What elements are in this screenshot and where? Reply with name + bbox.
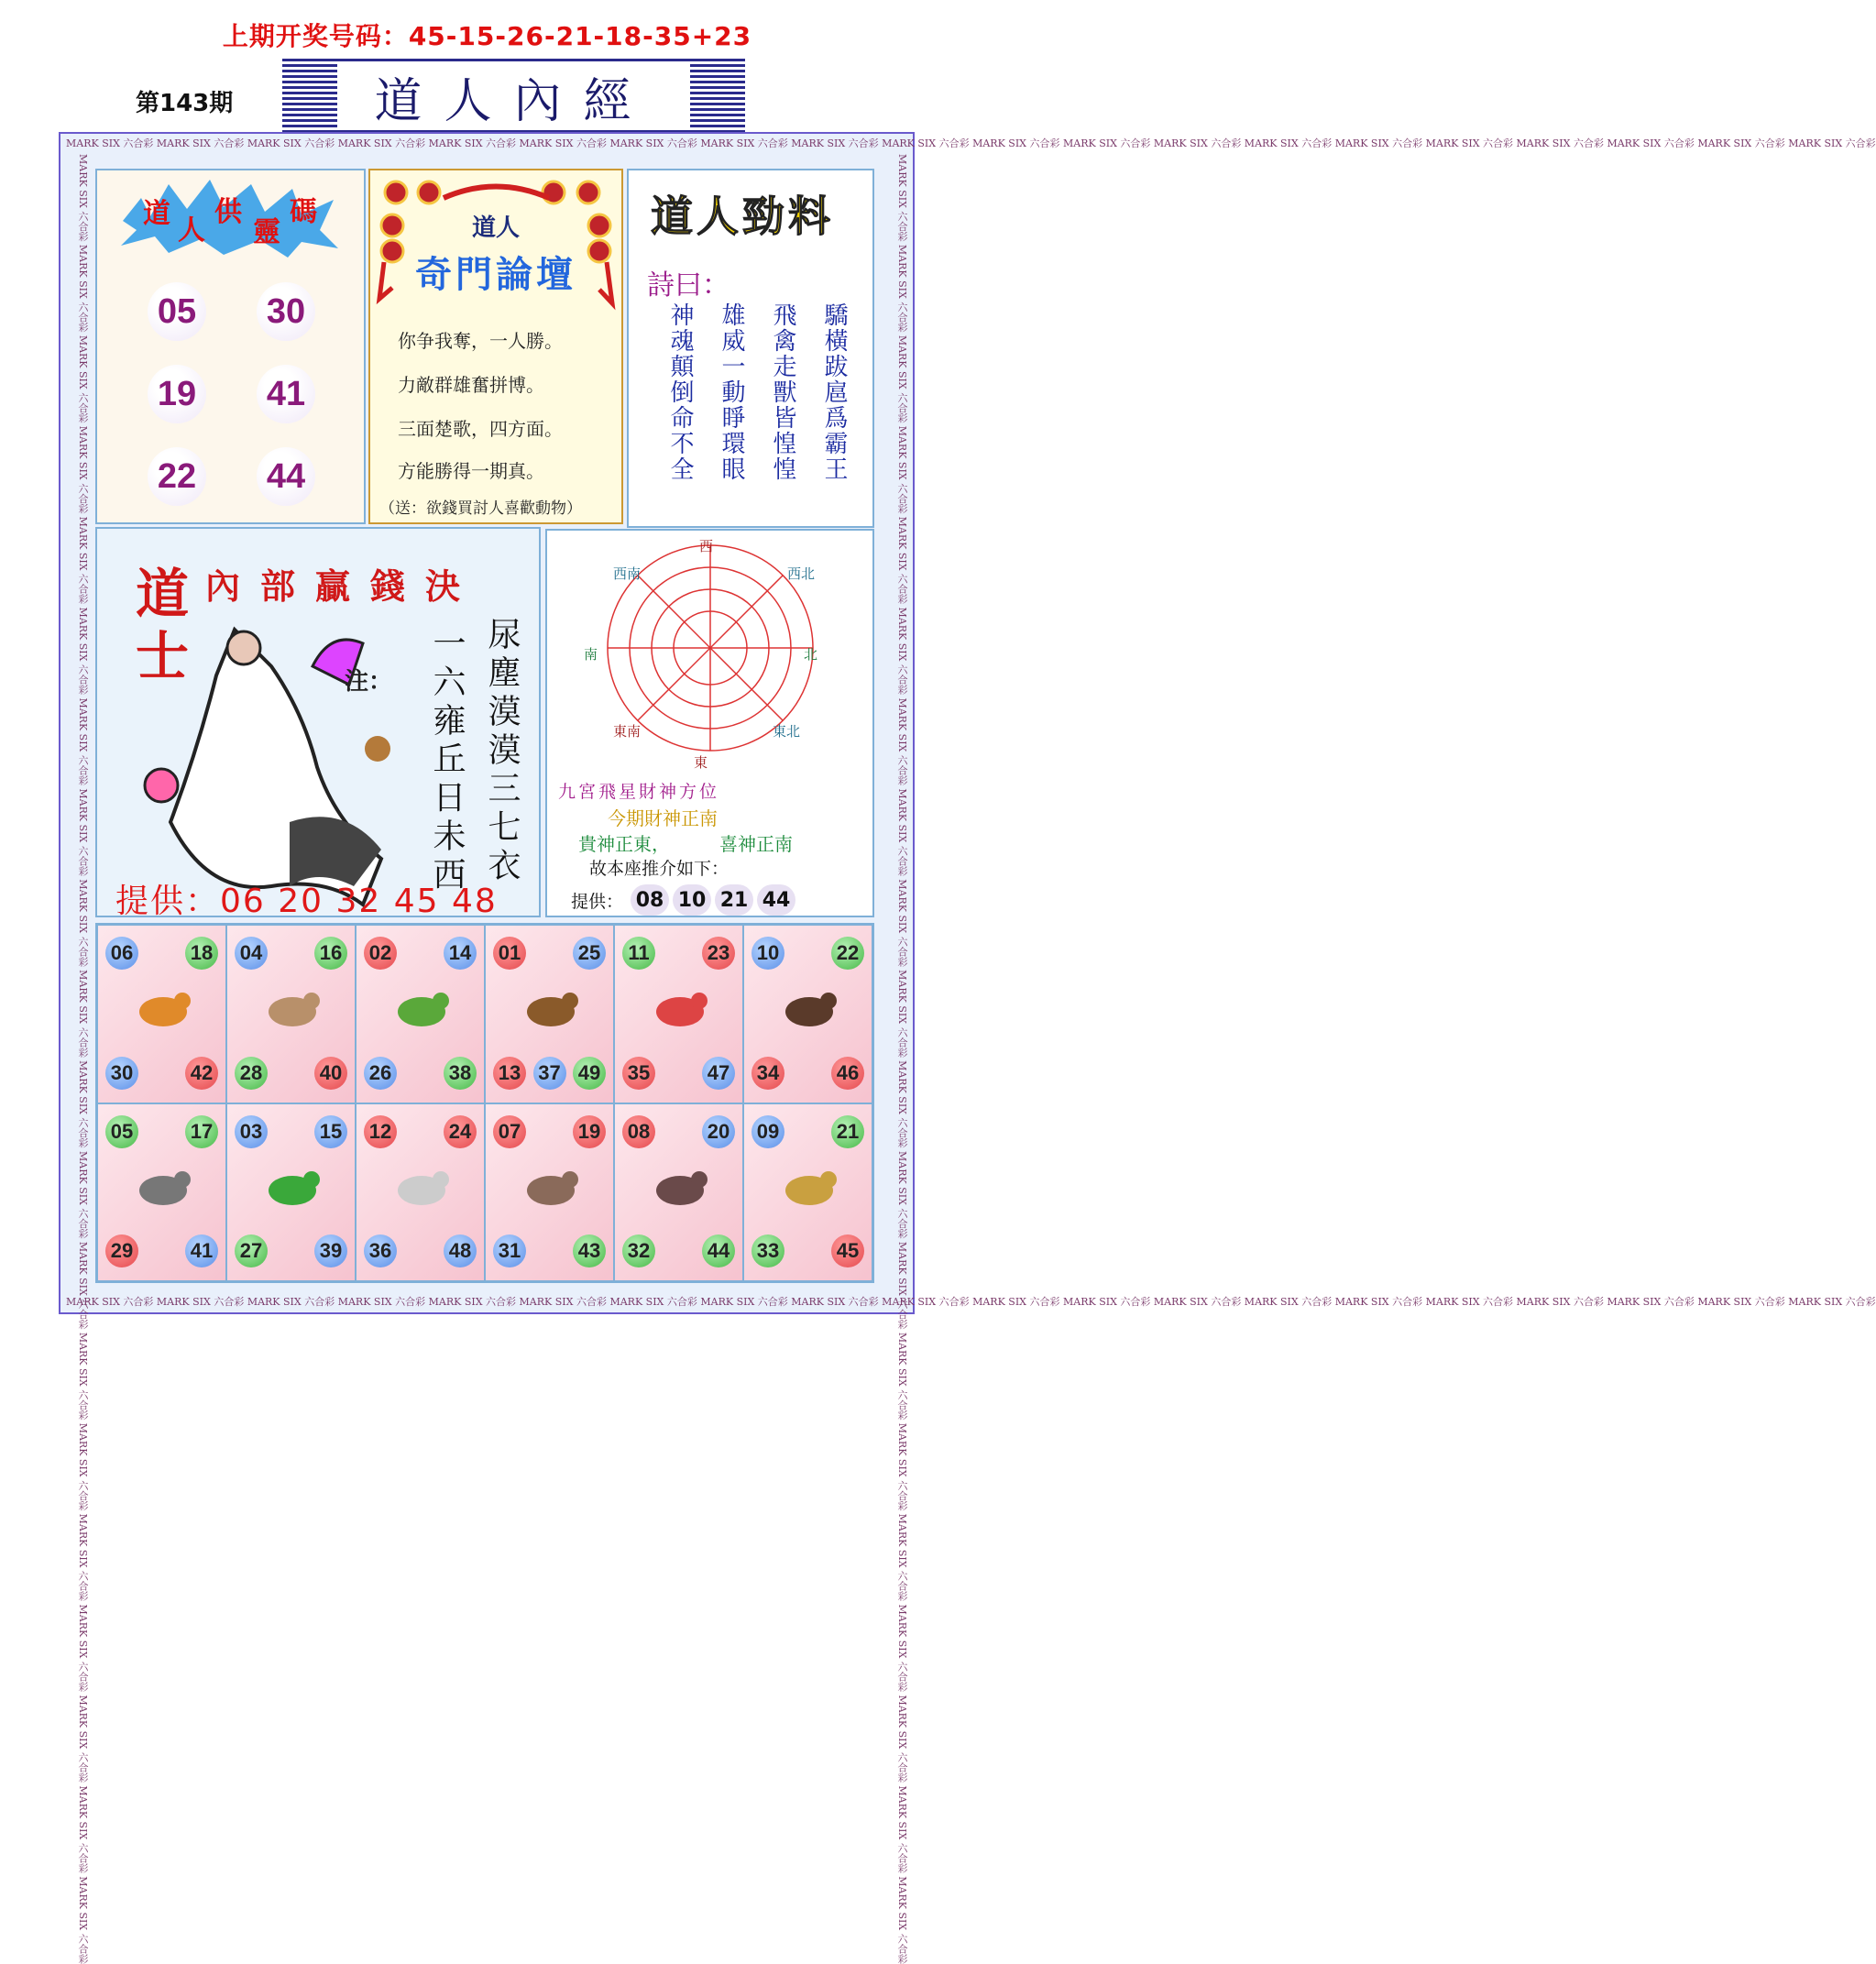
zodiac-number-ball: 44 — [702, 1234, 735, 1267]
poem-line: 你争我奪，一人勝。 — [398, 330, 563, 352]
zodiac-cell — [743, 1103, 872, 1282]
recommend-number: 44 — [757, 884, 795, 916]
noble-god-direction: 貴神正東， — [578, 833, 670, 855]
zodiac-number-ball: 32 — [622, 1234, 655, 1267]
note-label: 注： — [345, 668, 393, 696]
zodiac-number-ball: 47 — [702, 1057, 735, 1090]
zodiac-number-ball: 28 — [235, 1057, 268, 1090]
lucky-number: 19 — [148, 365, 206, 423]
zodiac-number-ball: 33 — [751, 1234, 784, 1267]
border-strip-right: MARK SIX 六合彩 MARK SIX 六合彩 MARK SIX 六合彩 MARK SIX 六合彩 MARK SIX 六合彩 MARK SIX 六合彩 MARK SIX 六合彩 MARK SIX 六合彩 MARK SIX 六合彩 MARK SIX 六合彩 MARK SIX 六合彩 MARK SIX 六合彩 MARK SIX 六合彩 MARK SIX 六合彩 MARK SIX 六合彩 MARK SIX 六合彩 MARK SIX 六合彩 MARK SIX 六合彩 MARK SIX 六合彩 MARK SIX 六合彩 — [896, 154, 908, 1964]
zodiac-number-ball: 35 — [622, 1057, 655, 1090]
lucky-number: 30 — [257, 282, 315, 341]
wealth-god-direction: 今期財神正南 — [608, 807, 718, 829]
panel1-title-char-4: 靈 — [253, 216, 280, 248]
secret-panel — [95, 527, 541, 920]
direction-southeast: 東南 — [613, 723, 642, 740]
poem-line: 方能勝得一期真。 — [398, 460, 544, 482]
zodiac-cell — [97, 925, 226, 1103]
lucky-number: 44 — [257, 447, 315, 506]
zodiac-number-ball: 07 — [493, 1115, 526, 1148]
zodiac-number-ball: 36 — [364, 1234, 397, 1267]
zodiac-number-ball: 01 — [493, 937, 526, 970]
zodiac-number-ball: 40 — [314, 1057, 347, 1090]
verse-column-2: 一六雍丘日未西 — [428, 626, 466, 895]
direction-southwest: 西南 — [613, 565, 642, 582]
border-strip-left: MARK SIX 六合彩 MARK SIX 六合彩 MARK SIX 六合彩 MARK SIX 六合彩 MARK SIX 六合彩 MARK SIX 六合彩 MARK SIX 六合彩 MARK SIX 六合彩 MARK SIX 六合彩 MARK SIX 六合彩 MARK SIX 六合彩 MARK SIX 六合彩 MARK SIX 六合彩 MARK SIX 六合彩 MARK SIX 六合彩 MARK SIX 六合彩 MARK SIX 六合彩 MARK SIX 六合彩 MARK SIX 六合彩 MARK SIX 六合彩 — [77, 154, 89, 1964]
horse-icon — [522, 981, 579, 1039]
recommend-label: 故本座推介如下： — [589, 859, 730, 879]
zodiac-number-ball: 08 — [622, 1115, 655, 1148]
taoist-figure-icon — [106, 611, 409, 905]
forum-poem-panel — [368, 169, 623, 524]
zodiac-number-ball: 23 — [702, 937, 735, 970]
zodiac-number-ball: 21 — [831, 1115, 864, 1148]
number-row-1 — [148, 282, 315, 341]
zodiac-number-ball: 13 — [493, 1057, 526, 1090]
border-strip-bottom: MARK SIX 六合彩 MARK SIX 六合彩 MARK SIX 六合彩 MARK SIX 六合彩 MARK SIX 六合彩 MARK SIX 六合彩 MARK SIX 六合彩 MARK SIX 六合彩 MARK SIX 六合彩 MARK SIX 六合彩 MARK SIX 六合彩 MARK SIX 六合彩 MARK SIX 六合彩 MARK SIX 六合彩 MARK SIX 六合彩 MARK SIX 六合彩 MARK SIX 六合彩 MARK SIX 六合彩 MARK SIX 六合彩 MARK SIX 六合彩 — [66, 1296, 1876, 1308]
zodiac-number-ball: 09 — [751, 1115, 784, 1148]
joy-god-direction: 喜神正南 — [719, 833, 793, 855]
zodiac-number-ball: 03 — [235, 1115, 268, 1148]
recommend-row — [571, 884, 799, 916]
zodiac-grid — [95, 923, 874, 1283]
poem-column: 飛禽走獸皆惶惶 — [769, 302, 796, 482]
poem-label: 詩曰： — [647, 269, 730, 302]
zodiac-number-ball: 42 — [185, 1057, 218, 1090]
panel1-title-char-1: 道 — [143, 198, 170, 230]
zodiac-number-ball: 16 — [314, 937, 347, 970]
zodiac-number-ball: 49 — [573, 1057, 606, 1090]
zodiac-cell — [485, 925, 614, 1103]
direction-south: 南 — [584, 646, 598, 663]
zodiac-number-ball: 45 — [831, 1234, 864, 1267]
panel1-title-char-3: 供 — [214, 196, 242, 228]
panel1-title-char-2: 人 — [178, 214, 205, 247]
dragon-icon — [264, 1159, 321, 1218]
zodiac-number-ball: 22 — [831, 937, 864, 970]
poem-note: （送：欲錢買討人喜歡動物） — [379, 499, 582, 518]
rooster-icon — [652, 981, 708, 1039]
issue-number: 第143期 — [136, 90, 234, 117]
zodiac-number-ball: 26 — [364, 1057, 397, 1090]
zodiac-number-ball: 31 — [493, 1234, 526, 1267]
poem-line: 三面楚歌，四方面。 — [398, 418, 563, 440]
zodiac-cell — [485, 1103, 614, 1282]
poem-column: 驕橫跋扈爲霸王 — [820, 302, 848, 482]
verse-column-1: 尿塵漠漠三七衣 — [483, 617, 521, 886]
zodiac-number-ball: 25 — [573, 937, 606, 970]
secret-title: 內部贏錢決 — [205, 566, 481, 607]
zodiac-number-ball: 34 — [751, 1057, 784, 1090]
lucky-number: 05 — [148, 282, 206, 341]
zodiac-number-ball: 05 — [105, 1115, 138, 1148]
zodiac-number-ball: 24 — [444, 1115, 477, 1148]
monkey-icon — [781, 981, 838, 1039]
forum-title-small: 道人 — [471, 214, 520, 242]
nine-palace-panel — [545, 529, 874, 917]
provided-numbers: 提供：06 20 32 45 48 — [115, 883, 498, 920]
tip-title: 道人勁料 — [651, 192, 834, 241]
panel1-title-char-5: 碼 — [290, 196, 317, 228]
direction-west: 西 — [699, 538, 714, 554]
zodiac-number-ball: 29 — [105, 1234, 138, 1267]
number-row-2 — [148, 365, 315, 423]
zodiac-cell — [356, 1103, 485, 1282]
zodiac-number-ball: 30 — [105, 1057, 138, 1090]
zodiac-number-ball: 02 — [364, 937, 397, 970]
zodiac-number-ball: 48 — [444, 1234, 477, 1267]
direction-northeast: 東北 — [773, 723, 801, 740]
direction-northwest: 西北 — [787, 565, 816, 582]
lucky-numbers-panel — [95, 169, 366, 524]
pig-icon — [652, 1159, 708, 1218]
zodiac-number-ball: 37 — [533, 1057, 566, 1090]
nine-palace-title: 九宮飛星財神方位 — [558, 782, 720, 802]
zodiac-number-ball: 46 — [831, 1057, 864, 1090]
direction-east: 東 — [694, 754, 708, 771]
zodiac-number-ball: 15 — [314, 1115, 347, 1148]
forum-title: 奇門論壇 — [415, 254, 576, 296]
recommend-number: 21 — [715, 884, 753, 916]
zodiac-number-ball: 04 — [235, 937, 268, 970]
zodiac-number-ball: 11 — [622, 937, 655, 970]
taoist-label: 道士 — [126, 565, 189, 690]
zodiac-number-ball: 39 — [314, 1234, 347, 1267]
recommend-number: 08 — [631, 884, 669, 916]
page-title: 道人內經 — [337, 64, 690, 128]
zodiac-number-ball: 06 — [105, 937, 138, 970]
zodiac-cell — [614, 925, 743, 1103]
zodiac-number-ball: 14 — [444, 937, 477, 970]
title-banner — [282, 59, 745, 134]
zodiac-cell — [226, 1103, 356, 1282]
zodiac-number-ball: 19 — [573, 1115, 606, 1148]
direction-north: 北 — [804, 646, 818, 663]
last-draw-numbers: 上期开奖号码：45-15-26-21-18-35+23 — [222, 21, 752, 51]
zodiac-cell — [356, 925, 485, 1103]
zodiac-cell — [614, 1103, 743, 1282]
zodiac-number-ball: 41 — [185, 1234, 218, 1267]
poem-line: 力敵群雄奮拼博。 — [398, 374, 544, 396]
dog-icon — [781, 1159, 838, 1218]
zodiac-number-ball: 17 — [185, 1115, 218, 1148]
zodiac-number-ball: 38 — [444, 1057, 477, 1090]
tiger-icon — [135, 981, 192, 1039]
number-row-3 — [148, 447, 315, 506]
zodiac-number-ball: 10 — [751, 937, 784, 970]
zodiac-number-ball: 12 — [364, 1115, 397, 1148]
ox-icon — [135, 1159, 192, 1218]
lucky-number: 22 — [148, 447, 206, 506]
border-strip-top: MARK SIX 六合彩 MARK SIX 六合彩 MARK SIX 六合彩 MARK SIX 六合彩 MARK SIX 六合彩 MARK SIX 六合彩 MARK SIX 六合彩 MARK SIX 六合彩 MARK SIX 六合彩 MARK SIX 六合彩 MARK SIX 六合彩 MARK SIX 六合彩 MARK SIX 六合彩 MARK SIX 六合彩 MARK SIX 六合彩 MARK SIX 六合彩 MARK SIX 六合彩 MARK SIX 六合彩 MARK SIX 六合彩 MARK SIX 六合彩 — [66, 137, 1876, 149]
rabbit-icon — [264, 981, 321, 1039]
zodiac-number-ball: 18 — [185, 937, 218, 970]
poem-column: 神魂顛倒命不全 — [666, 302, 694, 482]
zodiac-number-ball: 43 — [573, 1234, 606, 1267]
zodiac-number-ball: 20 — [702, 1115, 735, 1148]
zodiac-cell — [226, 925, 356, 1103]
rat-icon — [522, 1159, 579, 1218]
zodiac-number-ball: 27 — [235, 1234, 268, 1267]
zodiac-cell — [743, 925, 872, 1103]
lucky-number: 41 — [257, 365, 315, 423]
recommend-number: 10 — [673, 884, 711, 916]
provide-label: 提供： — [571, 891, 624, 912]
goat-icon — [393, 1159, 450, 1218]
poem-column: 雄威一動睜環眼 — [718, 302, 745, 482]
snake-icon — [393, 981, 450, 1039]
zodiac-cell — [97, 1103, 226, 1282]
